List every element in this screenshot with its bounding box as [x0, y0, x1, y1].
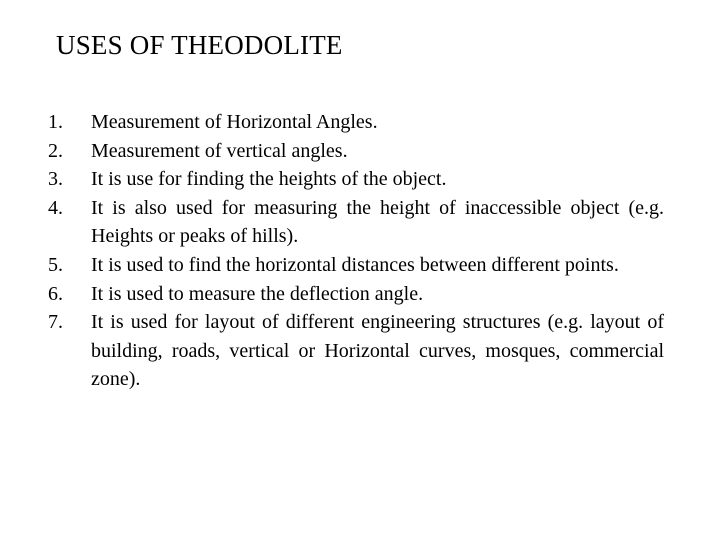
- list-item-text: It is used for layout of different engineering structures (e.g. layout of building, roads, vertical or Horizontal curves, mosques, commercial zone).: [91, 311, 664, 391]
- list-item: [48, 308, 664, 394]
- list-item-text: It is use for finding the heights of the object.: [91, 168, 447, 191]
- list-item: [48, 108, 664, 137]
- list-item: [48, 251, 664, 280]
- list-item: [48, 137, 664, 166]
- list-item-number: 7.: [48, 311, 63, 334]
- list-item: [48, 194, 664, 251]
- list-item-text: It is used to measure the deflection angle.: [91, 282, 424, 305]
- list-item-number: 5.: [48, 253, 63, 276]
- list-item-text: It is used to find the horizontal distances between different points.: [91, 253, 619, 276]
- list-item: [48, 280, 664, 309]
- uses-list: [48, 108, 664, 394]
- list-item-number: 3.: [48, 168, 63, 191]
- list-item: [48, 165, 664, 194]
- list-item-number: 1.: [48, 111, 63, 133]
- page-title: USES OF THEODOLITE: [56, 30, 343, 60]
- list-item-text: It is also used for measuring the height of inaccessible object (e.g. Heights or peaks of hills).: [91, 196, 664, 248]
- list-item-number: 4.: [48, 196, 63, 219]
- list-item-text: Measurement of Horizontal Angles.: [91, 111, 378, 133]
- list-item-text: Measurement of vertical angles.: [91, 139, 348, 162]
- list-item-number: 6.: [48, 282, 63, 305]
- list-item-number: 2.: [48, 139, 63, 162]
